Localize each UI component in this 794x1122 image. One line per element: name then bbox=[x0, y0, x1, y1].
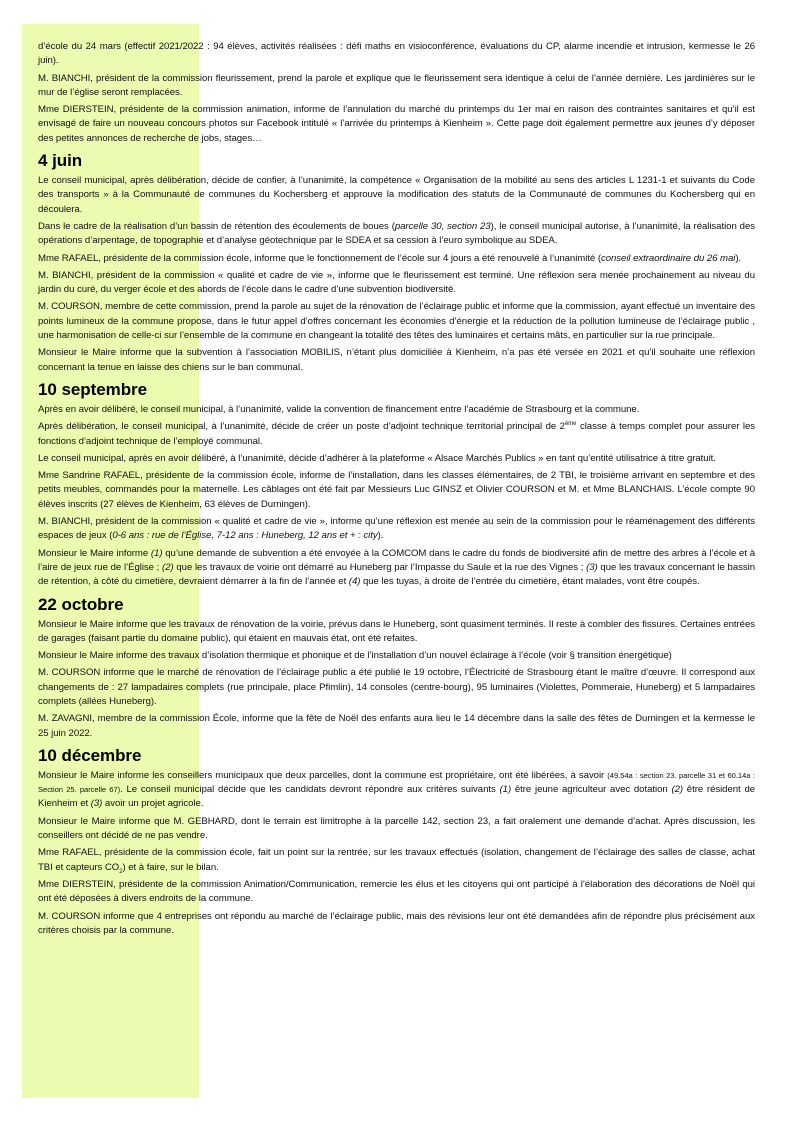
item-number: (1) bbox=[150, 547, 163, 559]
paragraph: Monsieur le Maire informe que les travaux de rénovation de la voirie, prévus dans le Huneberg, sont quasiment terminés. Il reste à combler des fissures. Certaines entrées de garages (faisant partie du domaine public), qui étaient en mauvais état, ont été refaites. bbox=[38, 618, 755, 644]
item-number: (3) bbox=[90, 798, 103, 810]
text: classe à temps complet pour assurer les fonctions d’adjoint technique de l’employé communal. bbox=[38, 421, 755, 447]
paragraph: M. BIANCHI, président de la commission fleurissement, prend la parole et explique que le fleurissement sera identique à celui de l’année dernière. Les jardinières sur le mur de l’église seront remplacées. bbox=[38, 72, 755, 98]
paragraph: M. COURSON informe que le marché de rénovation de l’éclairage public a été publié le 19 octobre, l’Électricité de Strasbourg étant le maître d’œuvre. Il correspond aux changements de : 27 lampadaires complets (rue principale, place Pfimlin), 14 consoles (centre-bourg), 95 luminaires (Violettes, Pommeraie, Huneberg) et 5 lampadaires complets (allées Huneberg). bbox=[38, 667, 755, 707]
subscript: 2 bbox=[119, 868, 123, 875]
text: Mme RAFAEL, présidente de la commission école, informe que le fonctionnement de l’école sur 4 jours a été renouvelé à l’unanimité ( bbox=[38, 252, 601, 264]
paragraph: Mme DIERSTEIN, présidente de la commission animation, informe de l’annulation du marché du printemps du 1er mai en raison des contraintes sanitaires et qu’il est envisagé de faire un nouveau concours photos sur Facebook intitulé « l’arrivée du printemps à Kienheim ». Cette page doit également permettre aux jeunes d’y déposer des petites annonces de recherche de jobs, stages… bbox=[38, 104, 755, 144]
paragraph: M. COURSON informe que 4 entreprises ont répondu au marché de l’éclairage public, mais des révisions leur ont été demandées afin de répondre plus précisément aux critères choisis par la commune. bbox=[38, 910, 755, 936]
text: que les travaux concernant le bassin de rétention, à côté du cimetière, devraient démarrer à la fin de l’année et bbox=[38, 561, 755, 588]
paragraph bbox=[38, 220, 755, 249]
text: Monsieur le Maire informe les conseillers municipaux que deux parcelles, dont la commune est propriétaire, ont été libérées, à savoir bbox=[38, 769, 608, 781]
paragraph: Le conseil municipal, après délibération, décide de confier, à l’unanimité, la compétence « Organisation de la mobilité au sens des articles L 1231-1 et suivants du Code des transports » à la Communauté de communes du Kochersberg et approuve la modification des statuts de la Communauté de communes du Kochersberg qui en découlera. bbox=[38, 175, 755, 215]
paragraph bbox=[38, 420, 755, 449]
paragraph bbox=[38, 252, 755, 266]
paragraph: Monsieur le Maire informe des travaux d’isolation thermique et phonique et de l’installation d’un nouvel éclairage à l’école (voir § transition énergétique) bbox=[38, 650, 672, 662]
paragraph bbox=[38, 547, 755, 590]
text: que les tuyas, à droite de l’entrée du cimetière, étant malades, vont être coupés. bbox=[360, 576, 700, 588]
paragraph: d’école du 24 mars (effectif 2021/2022 : 94 élèves, activités réalisées : défi maths en visioconférence, évaluations du CP, alarme incendie et intrusion, kermesse le 26 juin). bbox=[38, 41, 755, 67]
text: que les travaux de voirie ont démarré au Huneberg par l’Impasse du Saule et la rue des Vignes ; bbox=[173, 561, 587, 573]
item-number: (2) bbox=[671, 784, 684, 796]
text: ). bbox=[377, 530, 384, 542]
italic-text: conseil extraordinaire du 26 mai bbox=[600, 252, 736, 264]
section-heading: 10 septembre bbox=[38, 379, 148, 399]
text: qu’une demande de subvention a été envoyée à la COMCOM dans le cadre du fonds de biodiversité afin de mettre des arbres à l’école et à l’aire de jeux rue de l’Église ; bbox=[38, 547, 756, 573]
text: ) et à faire, sur le bilan. bbox=[122, 861, 219, 873]
text: être jeune agriculteur avec dotation bbox=[511, 784, 672, 796]
item-number: (2) bbox=[162, 561, 174, 573]
item-number: (4) bbox=[348, 576, 361, 588]
item-number: (3) bbox=[586, 561, 598, 573]
text: avoir un projet agricole. bbox=[102, 798, 204, 810]
document-body bbox=[38, 40, 755, 941]
italic-text: parcelle 30, section 23 bbox=[394, 220, 491, 232]
text: Mme RAFAEL, présidente de la commission école, fait un point sur la rentrée, sur les travaux effectués (isolation, changement de l’éclairage des salles de classe, achat TBI et capteurs CO bbox=[38, 847, 755, 873]
text: M. BIANCHI, président de la commission « qualité et cadre de vie », informe qu’une réflexion est menée au sein de la commission pour le réaménagement des différents espaces de jeux ( bbox=[38, 516, 755, 542]
text: être résident de Kienheim et bbox=[38, 784, 756, 810]
paragraph: Après en avoir délibéré, le conseil municipal, à l’unanimité, valide la convention de financement entre l’académie de Strasbourg et la commune. bbox=[38, 403, 640, 415]
paragraph: M. BIANCHI, président de la commission « qualité et cadre de vie », informe que le fleurissement est terminé. Une réflexion sera menée prochainement au niveau du jardin du curé, du verger école et des abords de l’école dans le cadre d’une subvention biodiversité. bbox=[38, 269, 755, 296]
paragraph: Monsieur le Maire informe que la subvention à l’association MOBILIS, n’étant plus domiciliée à Kienheim, n’a pas été versée en 2021 et qu’il souhaite une réflexion concernant la tenue en laisse des chiens sur le ban communal. bbox=[38, 347, 755, 373]
section-heading: 10 décembre bbox=[38, 745, 142, 765]
text: Dans le cadre de la réalisation d’un bassin de rétention des écoulements de boues ( bbox=[38, 220, 395, 232]
text: ). bbox=[735, 252, 742, 264]
superscript: ème bbox=[564, 421, 577, 428]
paragraph: Mme Sandrine RAFAEL, présidente de la commission école, informe de l’installation, dans les classes élémentaires, de 2 TBI, le troisième arrivant en septembre et des petits meubles, commandés pour la maternelle. Les câblages ont été fait par Messieurs Luc GINSZ et Olivier COURSON et M. et Mme BLANCHAIS. L’école compte 90 élèves inscrits (27 élèves de Kienheim, 63 élèves de Durningen). bbox=[38, 470, 755, 510]
text: Après délibération, le conseil municipal, à l’unanimité, décide de créer un poste d’adjoint technique territorial principal de 2 bbox=[38, 421, 565, 433]
item-number: (1) bbox=[499, 784, 512, 796]
section-heading: 4 juin bbox=[38, 151, 83, 171]
paragraph: Mme DIERSTEIN, présidente de la commission Animation/Communication, remercie les élus et les citoyens qui ont participé à l’élaboration des décorations de Noël qui ont été déposées à divers endroits de la commune. bbox=[38, 878, 755, 905]
paragraph bbox=[38, 846, 755, 875]
paragraph: M. ZAVAGNI, membre de la commission École, informe que la fête de Noël des enfants aura lieu le 14 décembre dans la salle des fêtes de Durningen et la kermesse le 25 juin 2022. bbox=[38, 713, 755, 739]
paragraph bbox=[38, 515, 755, 544]
text: ), le conseil municipal autorise, à l’unanimité, la réalisation des opérations d’arpentage, de topographie et d’analyse géotechnique par le SDEA et sa cession à l’euro symbolique au SDEA. bbox=[38, 220, 755, 247]
section-heading: 22 octobre bbox=[38, 594, 124, 614]
paragraph: M. COURSON, membre de cette commission, prend la parole au sujet de la rénovation de l’éclairage public et informe que la commission, ayant effectué un inventaire des points lumineux de la commune propose, dans le futur appel d’offres concernant les économies d’énergie et la réduction de la pollution lumineuse de l’éclairage public , une harmonisation de celle-ci sur l’ensemble de la commune en changeant la totalité des têtes des luminaires et certains mâts, en particulier sur la rue principale. bbox=[38, 301, 755, 342]
paragraph bbox=[38, 769, 755, 812]
small-text: (49.54a : section 23. parcelle 31 et 60.14a : Section 25. parcelle 67) bbox=[38, 770, 755, 795]
paragraph: Monsieur le Maire informe que M. GEBHARD, dont le terrain est limitrophe à la parcelle 142, section 23, a fait oralement une demande d’achat. Après discussion, les conseillers ont décidé de ne pas vendre. bbox=[38, 815, 755, 842]
italic-text: 0-6 ans : rue de l’Église, 7-12 ans : Huneberg, 12 ans et + : city bbox=[112, 530, 378, 542]
text: Monsieur le Maire informe bbox=[38, 547, 151, 559]
text: . Le conseil municipal décide que les candidats devront répondre aux critères suivants bbox=[120, 784, 500, 796]
paragraph: Le conseil municipal, après en avoir délibéré, à l’unanimité, décide d’adhérer à la plateforme « Alsace Marchés Publics » en tant qu’entité utilisatrice à titre gratuit. bbox=[38, 452, 716, 464]
